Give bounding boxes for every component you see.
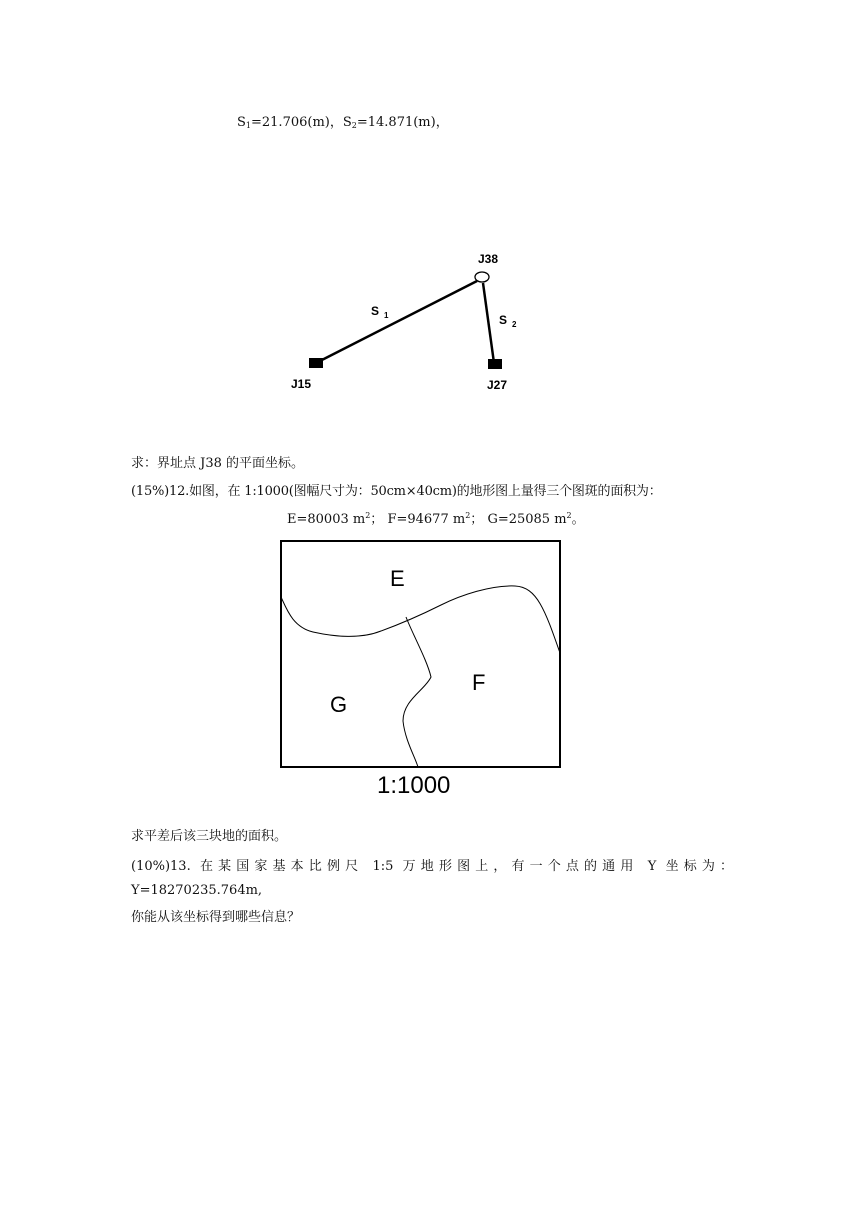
q12-areas-line bbox=[287, 507, 585, 529]
parcel-e-label: E bbox=[390, 566, 405, 591]
map-scale-label: 1:1000 bbox=[377, 772, 451, 799]
q13-question: 你能从该坐标得到哪些信息？ bbox=[131, 910, 301, 925]
parcel-map-diagram bbox=[275, 535, 570, 805]
segment-s1-sub: 1 bbox=[384, 311, 389, 320]
sep-2: ； bbox=[470, 512, 484, 527]
parcel-f-label: F bbox=[472, 670, 486, 695]
s2-symbol: S bbox=[342, 115, 352, 130]
map-sheet-border bbox=[281, 541, 560, 767]
given-distances-line bbox=[237, 114, 449, 135]
parcel-g-label: G bbox=[330, 692, 348, 717]
point-j27-marker bbox=[488, 359, 502, 369]
area-g-unit-sup: 2 bbox=[566, 511, 572, 520]
point-j38-label: J38 bbox=[478, 252, 499, 266]
segment-s1-letter: S bbox=[371, 304, 380, 318]
segment-s2-letter: S bbox=[499, 313, 508, 327]
sep-1: ； bbox=[370, 512, 384, 527]
traverse-diagram bbox=[280, 245, 540, 405]
area-f-value: F=94677 m bbox=[387, 512, 466, 527]
q11-question: 求：界址点 J38 的平面坐标。 bbox=[131, 456, 305, 471]
s1-value: =21.706(m)， bbox=[251, 115, 343, 130]
area-g-value: G=25085 m bbox=[487, 512, 567, 527]
line-s2 bbox=[483, 283, 494, 363]
point-j38-marker bbox=[475, 272, 489, 282]
q12-statement: (15%)12.如图，在 1:1000(图幅尺寸为：50cm×40cm)的地形图上量得三个图斑的面积为： bbox=[131, 484, 662, 499]
s1-subscript: 1 bbox=[245, 121, 251, 130]
s1-symbol: S bbox=[237, 115, 246, 130]
point-j27-label: J27 bbox=[487, 378, 508, 392]
segment-s2-sub: 2 bbox=[512, 320, 517, 329]
point-j15-marker bbox=[309, 358, 323, 368]
s2-value: =14.871(m)， bbox=[356, 115, 449, 130]
q13-coordinate: Y=18270235.764m, bbox=[131, 883, 263, 898]
q13-statement: (10%)13. 在某国家基本比例尺 1:5 万地形图上，有一个点的通用 Y 坐标为： bbox=[131, 859, 733, 874]
line-s1 bbox=[316, 281, 477, 363]
q12-question: 求平差后该三块地的面积。 bbox=[131, 829, 288, 844]
area-f-unit-sup: 2 bbox=[465, 511, 471, 520]
area-e-unit-sup: 2 bbox=[365, 511, 371, 520]
s2-subscript: 2 bbox=[351, 121, 357, 130]
point-j15-label: J15 bbox=[291, 377, 312, 391]
end-mark: 。 bbox=[571, 512, 585, 527]
area-e-value: E=80003 m bbox=[287, 512, 366, 527]
